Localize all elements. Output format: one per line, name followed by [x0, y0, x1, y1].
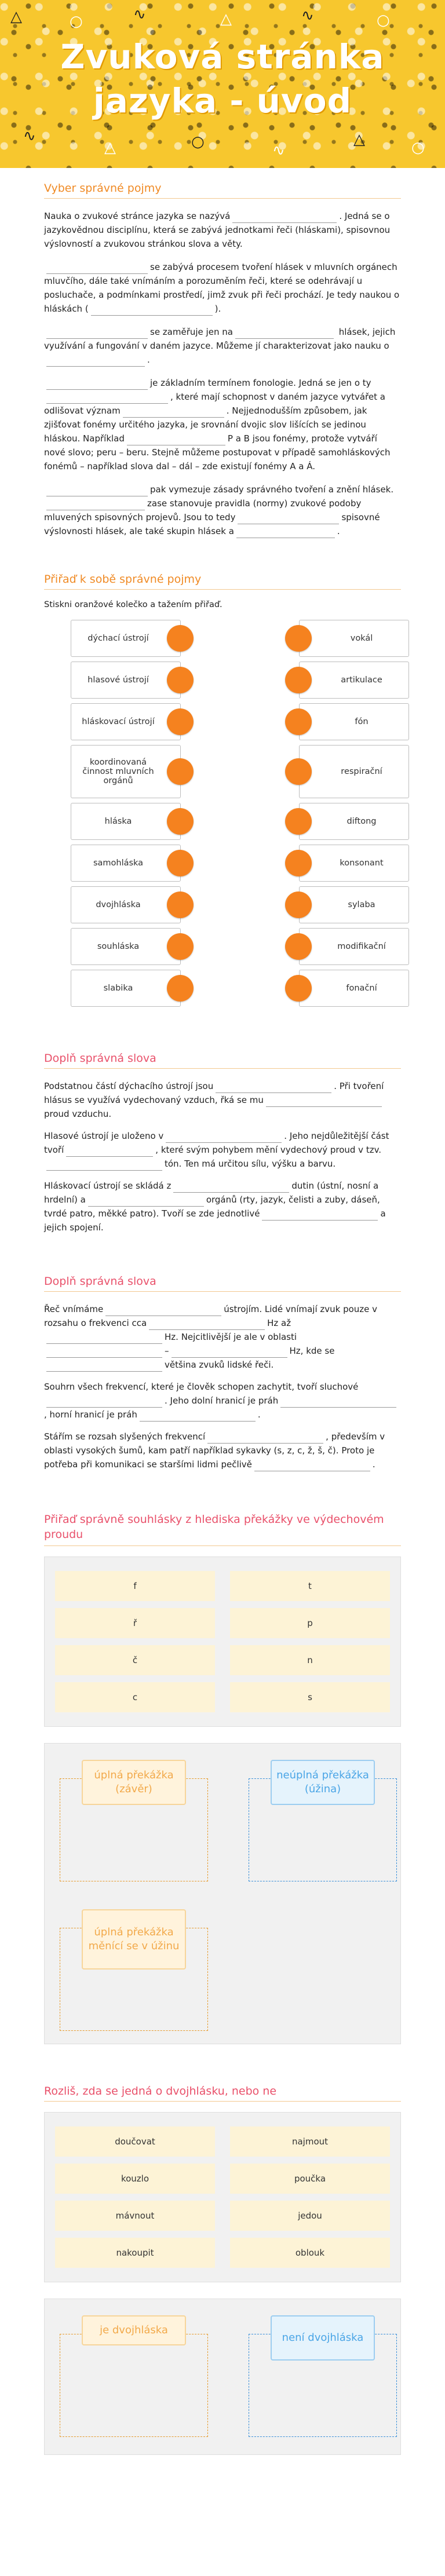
blank-input[interactable]	[172, 1347, 287, 1358]
blank-select[interactable]	[46, 379, 148, 390]
blank-input[interactable]	[46, 1397, 162, 1408]
decor-squiggle-icon: ∿	[301, 7, 314, 24]
draggable-card[interactable]: poučka	[230, 2164, 390, 2194]
drop-zones	[44, 1743, 401, 2044]
blank-select[interactable]	[91, 305, 213, 316]
blank-select[interactable]	[46, 356, 145, 367]
match-row	[44, 845, 401, 886]
match-left-item: dýchací ústrojí	[71, 620, 181, 657]
blank-select[interactable]	[235, 328, 334, 339]
section-title: Vyber správné pojmy	[44, 182, 401, 199]
decor-squiggle-icon: ∿	[133, 6, 146, 23]
blank-select[interactable]	[46, 500, 145, 510]
draggable-card[interactable]: č	[55, 1645, 215, 1675]
match-right-item: vokál	[299, 620, 409, 657]
drag-handle-icon[interactable]	[167, 625, 194, 652]
blank-input[interactable]	[105, 1306, 221, 1316]
match-left-item: koordinovaná činnost mluvních orgánů	[71, 745, 181, 798]
decor-squiggle-icon: ∿	[23, 127, 36, 145]
blank-input[interactable]	[266, 1097, 382, 1107]
blank-select[interactable]	[46, 328, 148, 339]
instruction-text: Stiskni oranžové kolečko a tažením přiřaď.	[44, 600, 222, 609]
drop-handle-icon[interactable]	[285, 975, 312, 1002]
draggable-card[interactable]: s	[230, 1682, 390, 1712]
blank-input[interactable]	[207, 1433, 323, 1444]
matching-list	[44, 620, 401, 1011]
match-right-item: fón	[299, 703, 409, 740]
text-paragraph: se zaměřuje jen na hlásek, jejich využívání a fungování v daném jazyce. Můžeme jí charakterizovat jako nauku o.	[44, 325, 401, 367]
decor-triangle-icon: △	[220, 10, 232, 28]
section-prirad-pojmy	[0, 538, 445, 1011]
blank-input[interactable]	[46, 1361, 162, 1372]
match-row	[44, 886, 401, 928]
text-paragraph: Hlasové ústrojí je uloženo v . Jeho nejdůležitější část tvoří , které svým pohybem mění vydechový proud v tzv.tón. Ten má určitou sílu, výšku a barvu.	[44, 1129, 401, 1171]
blank-select[interactable]	[46, 486, 148, 496]
match-left-item: samohláska	[71, 845, 181, 882]
match-row	[44, 970, 401, 1011]
match-row	[44, 703, 401, 745]
header-banner	[0, 0, 445, 168]
blank-select[interactable]	[46, 393, 168, 404]
drop-handle-icon[interactable]	[285, 808, 312, 835]
blank-select[interactable]	[232, 213, 337, 223]
drop-zone-je-dvojhlaska[interactable]	[60, 2334, 208, 2437]
blank-input[interactable]	[88, 1196, 204, 1207]
decor-triangle-icon: △	[10, 8, 22, 25]
drop-handle-icon[interactable]	[285, 667, 312, 693]
draggable-card[interactable]: najmout	[230, 2126, 390, 2157]
decor-circle-icon: ○	[70, 13, 83, 30]
blank-input[interactable]	[216, 1083, 331, 1093]
section-dvojhlasky	[0, 2044, 445, 2478]
decor-triangle-icon: △	[104, 139, 116, 156]
draggable-card[interactable]: nakoupit	[55, 2238, 215, 2268]
match-right-item: fonační	[299, 970, 409, 1007]
text-paragraph: je základním termínem fonologie. Jedná se jen o ty, které mají schopnost v daném jazyce vytvářet a odlišovat význam . Nejjednodušším způsobem, jak zjišťovat fonémy určitého jazyka, je srovnání dvojic slov lišících se jedinou hláskou. Například P a B jsou fonémy, protože vytváří nové slovo; peru – beru. Stejně můžeme postupovat v případě samohláskových fonémů – například slova dal – dál – zde existují fonémy A a Á.	[44, 378, 391, 472]
section-dopln-slova-2	[0, 1234, 445, 1471]
draggable-card[interactable]: doučovat	[55, 2126, 215, 2157]
text-paragraph: Hláskovací ústrojí se skládá z dutin (ústní, nosní a hrdelní) a orgánů (rty, jazyk, čelisti a zuby, dáseň, tvrdé patro, měkké patro). Tvoří se zde jednotlivé a jejich spojení.	[44, 1181, 386, 1233]
draggable-card[interactable]: mávnout	[55, 2201, 215, 2231]
decor-circle-icon: ○	[191, 133, 205, 151]
blank-input[interactable]	[173, 1182, 289, 1193]
blank-select[interactable]	[127, 435, 225, 445]
target-label-uplna: úplná překážka (závěr)	[82, 1760, 186, 1805]
card-grid	[55, 1571, 390, 1712]
draggable-card[interactable]: oblouk	[230, 2238, 390, 2268]
text-paragraph: Podstatnou částí dýchacího ústrojí jsou . Při tvoření hlásus se využívá vydechovaný vzduch, řká se muproud vzduchu.	[44, 1081, 384, 1119]
draggable-card[interactable]: kouzlo	[55, 2164, 215, 2194]
match-row	[44, 745, 401, 803]
match-right-item: konsonant	[299, 845, 409, 882]
match-right-item: sylaba	[299, 886, 409, 923]
drag-handle-icon[interactable]	[167, 808, 194, 835]
draggable-card[interactable]: c	[55, 1682, 215, 1712]
match-right-item: modifikační	[299, 928, 409, 965]
target-label-neuplna: neúplná překážka (úžina)	[271, 1760, 375, 1805]
drag-handle-icon[interactable]	[167, 667, 194, 693]
draggable-card[interactable]: n	[230, 1645, 390, 1675]
card-pool	[44, 2112, 401, 2282]
draggable-card[interactable]: ř	[55, 1608, 215, 1638]
match-row	[44, 662, 401, 703]
drop-handle-icon[interactable]	[285, 758, 312, 785]
card-grid	[55, 2126, 390, 2268]
draggable-card[interactable]: jedou	[230, 2201, 390, 2231]
blank-select[interactable]	[238, 514, 339, 524]
match-right-item: diftong	[299, 803, 409, 840]
match-row	[44, 803, 401, 845]
match-left-item: slabika	[71, 970, 181, 1007]
page-title: Zvuková stránka jazyka - úvod	[60, 37, 385, 120]
drop-handle-icon[interactable]	[285, 933, 312, 960]
text-paragraph: Souhrn všech frekvencí, které je člověk schopen zachytit, tvoří sluchové. Jeho dolní hranicí je práh, horní hranicí je práh .	[44, 1380, 401, 1422]
blank-input[interactable]	[280, 1397, 396, 1408]
section-title: Rozliš, zda se jedná o dvojhlásku, nebo ne	[44, 2085, 401, 2102]
draggable-card[interactable]: p	[230, 1608, 390, 1638]
drag-handle-icon[interactable]	[167, 891, 194, 918]
section-vyber-pojmy	[0, 168, 445, 538]
drag-handle-icon[interactable]	[167, 850, 194, 876]
match-left-item: hláska	[71, 803, 181, 840]
match-left-item: souhláska	[71, 928, 181, 965]
match-left-item: dvojhláska	[71, 886, 181, 923]
blank-input[interactable]	[254, 1461, 370, 1471]
decor-squiggle-icon: ∿	[272, 142, 285, 159]
text-paragraph: Řeč vnímáme ústrojím. Lidé vnímají zvuk pouze v rozsahu o frekvenci cca Hz ažHz. Nejcitlivější je ale v oblasti– Hz, kde sevětšina zvuků lidské řeči.	[44, 1302, 401, 1372]
section-title: Doplň správná slova	[44, 1052, 401, 1069]
section-title: Doplň správná slova	[44, 1275, 401, 1292]
blank-input[interactable]	[149, 1320, 265, 1330]
blank-select[interactable]	[236, 528, 335, 538]
drop-handle-icon[interactable]	[285, 708, 312, 735]
match-right-item: respirační	[299, 745, 409, 798]
drag-handle-icon[interactable]	[167, 708, 194, 735]
section-title: Přiřaď k sobě správné pojmy	[44, 573, 401, 590]
drop-handle-icon[interactable]	[285, 891, 312, 918]
draggable-card[interactable]: f	[55, 1571, 215, 1601]
text-paragraph: pak vymezuje zásady správného tvoření a znění hlásek.zase stanovuje pravidla (normy) zvukové podoby mluvených spisovných projevů. Jsou to tedy spisovné výslovnosti hlásek, ale také skupin hlásek a .	[44, 483, 401, 538]
blank-input[interactable]	[46, 1333, 162, 1344]
blank-select[interactable]	[46, 264, 148, 274]
decor-circle-icon: ○	[377, 12, 390, 29]
target-label-neni-dvojhlaska: není dvojhláska	[271, 2315, 375, 2361]
section-title: Přiřaď správně souhlásky z hlediska překážky ve výdechovém proudu	[44, 1512, 401, 1546]
drop-zones	[44, 2299, 401, 2455]
match-row	[44, 620, 401, 662]
blank-input[interactable]	[262, 1210, 378, 1221]
blank-input[interactable]	[46, 1160, 162, 1171]
text-paragraph: se zabývá procesem tvoření hlásek v mluvních orgánech mluvčího, dále také vnímáním a porozuměním řeči, které se odehrávají u posluchače, a podmínkami prostředí, jimž zvuk při řeči prochází. Je tedy naukou o hláskách ( ).	[44, 260, 401, 316]
blank-select[interactable]	[123, 407, 224, 418]
text-paragraph: Nauka o zvukové stránce jazyka se nazývá . Jedná se o jazykovědnou disciplínu, která se zabývá jednotkami řeči (hláskami), spisovnou výslovností a zvukovou stránkou slova a věty.	[44, 211, 391, 249]
drag-handle-icon[interactable]	[167, 933, 194, 960]
match-right-item: artikulace	[299, 662, 409, 699]
blank-input[interactable]	[66, 1146, 153, 1157]
drag-handle-icon[interactable]	[167, 975, 194, 1002]
section-souhlasky-prekazka	[0, 1471, 445, 2044]
decor-circle-icon: ○	[411, 139, 425, 156]
drop-handle-icon[interactable]	[285, 850, 312, 876]
decor-triangle-icon: △	[353, 131, 365, 148]
match-left-item: hlasové ústrojí	[71, 662, 181, 699]
blank-input[interactable]	[46, 1347, 162, 1358]
match-left-item: hláskovací ústrojí	[71, 703, 181, 740]
card-pool	[44, 1556, 401, 1727]
drop-handle-icon[interactable]	[285, 625, 312, 652]
match-row	[44, 928, 401, 970]
draggable-card[interactable]: t	[230, 1571, 390, 1601]
text-paragraph: Stářím se rozsah slyšených frekvencí , především v oblasti vysokých šumů, kam patří například sykavky (s, z, c, ž, š, č). Proto je potřeba při komunikaci se staršími lidmi pečlivě .	[44, 1430, 401, 1471]
section-dopln-slova-1	[0, 1011, 445, 1234]
blank-input[interactable]	[166, 1132, 282, 1143]
drag-handle-icon[interactable]	[167, 758, 194, 785]
target-label-menici: úplná překážka měnící se v úžinu	[82, 1909, 186, 1970]
blank-input[interactable]	[140, 1411, 256, 1422]
target-label-je-dvojhlaska: je dvojhláska	[82, 2315, 186, 2345]
